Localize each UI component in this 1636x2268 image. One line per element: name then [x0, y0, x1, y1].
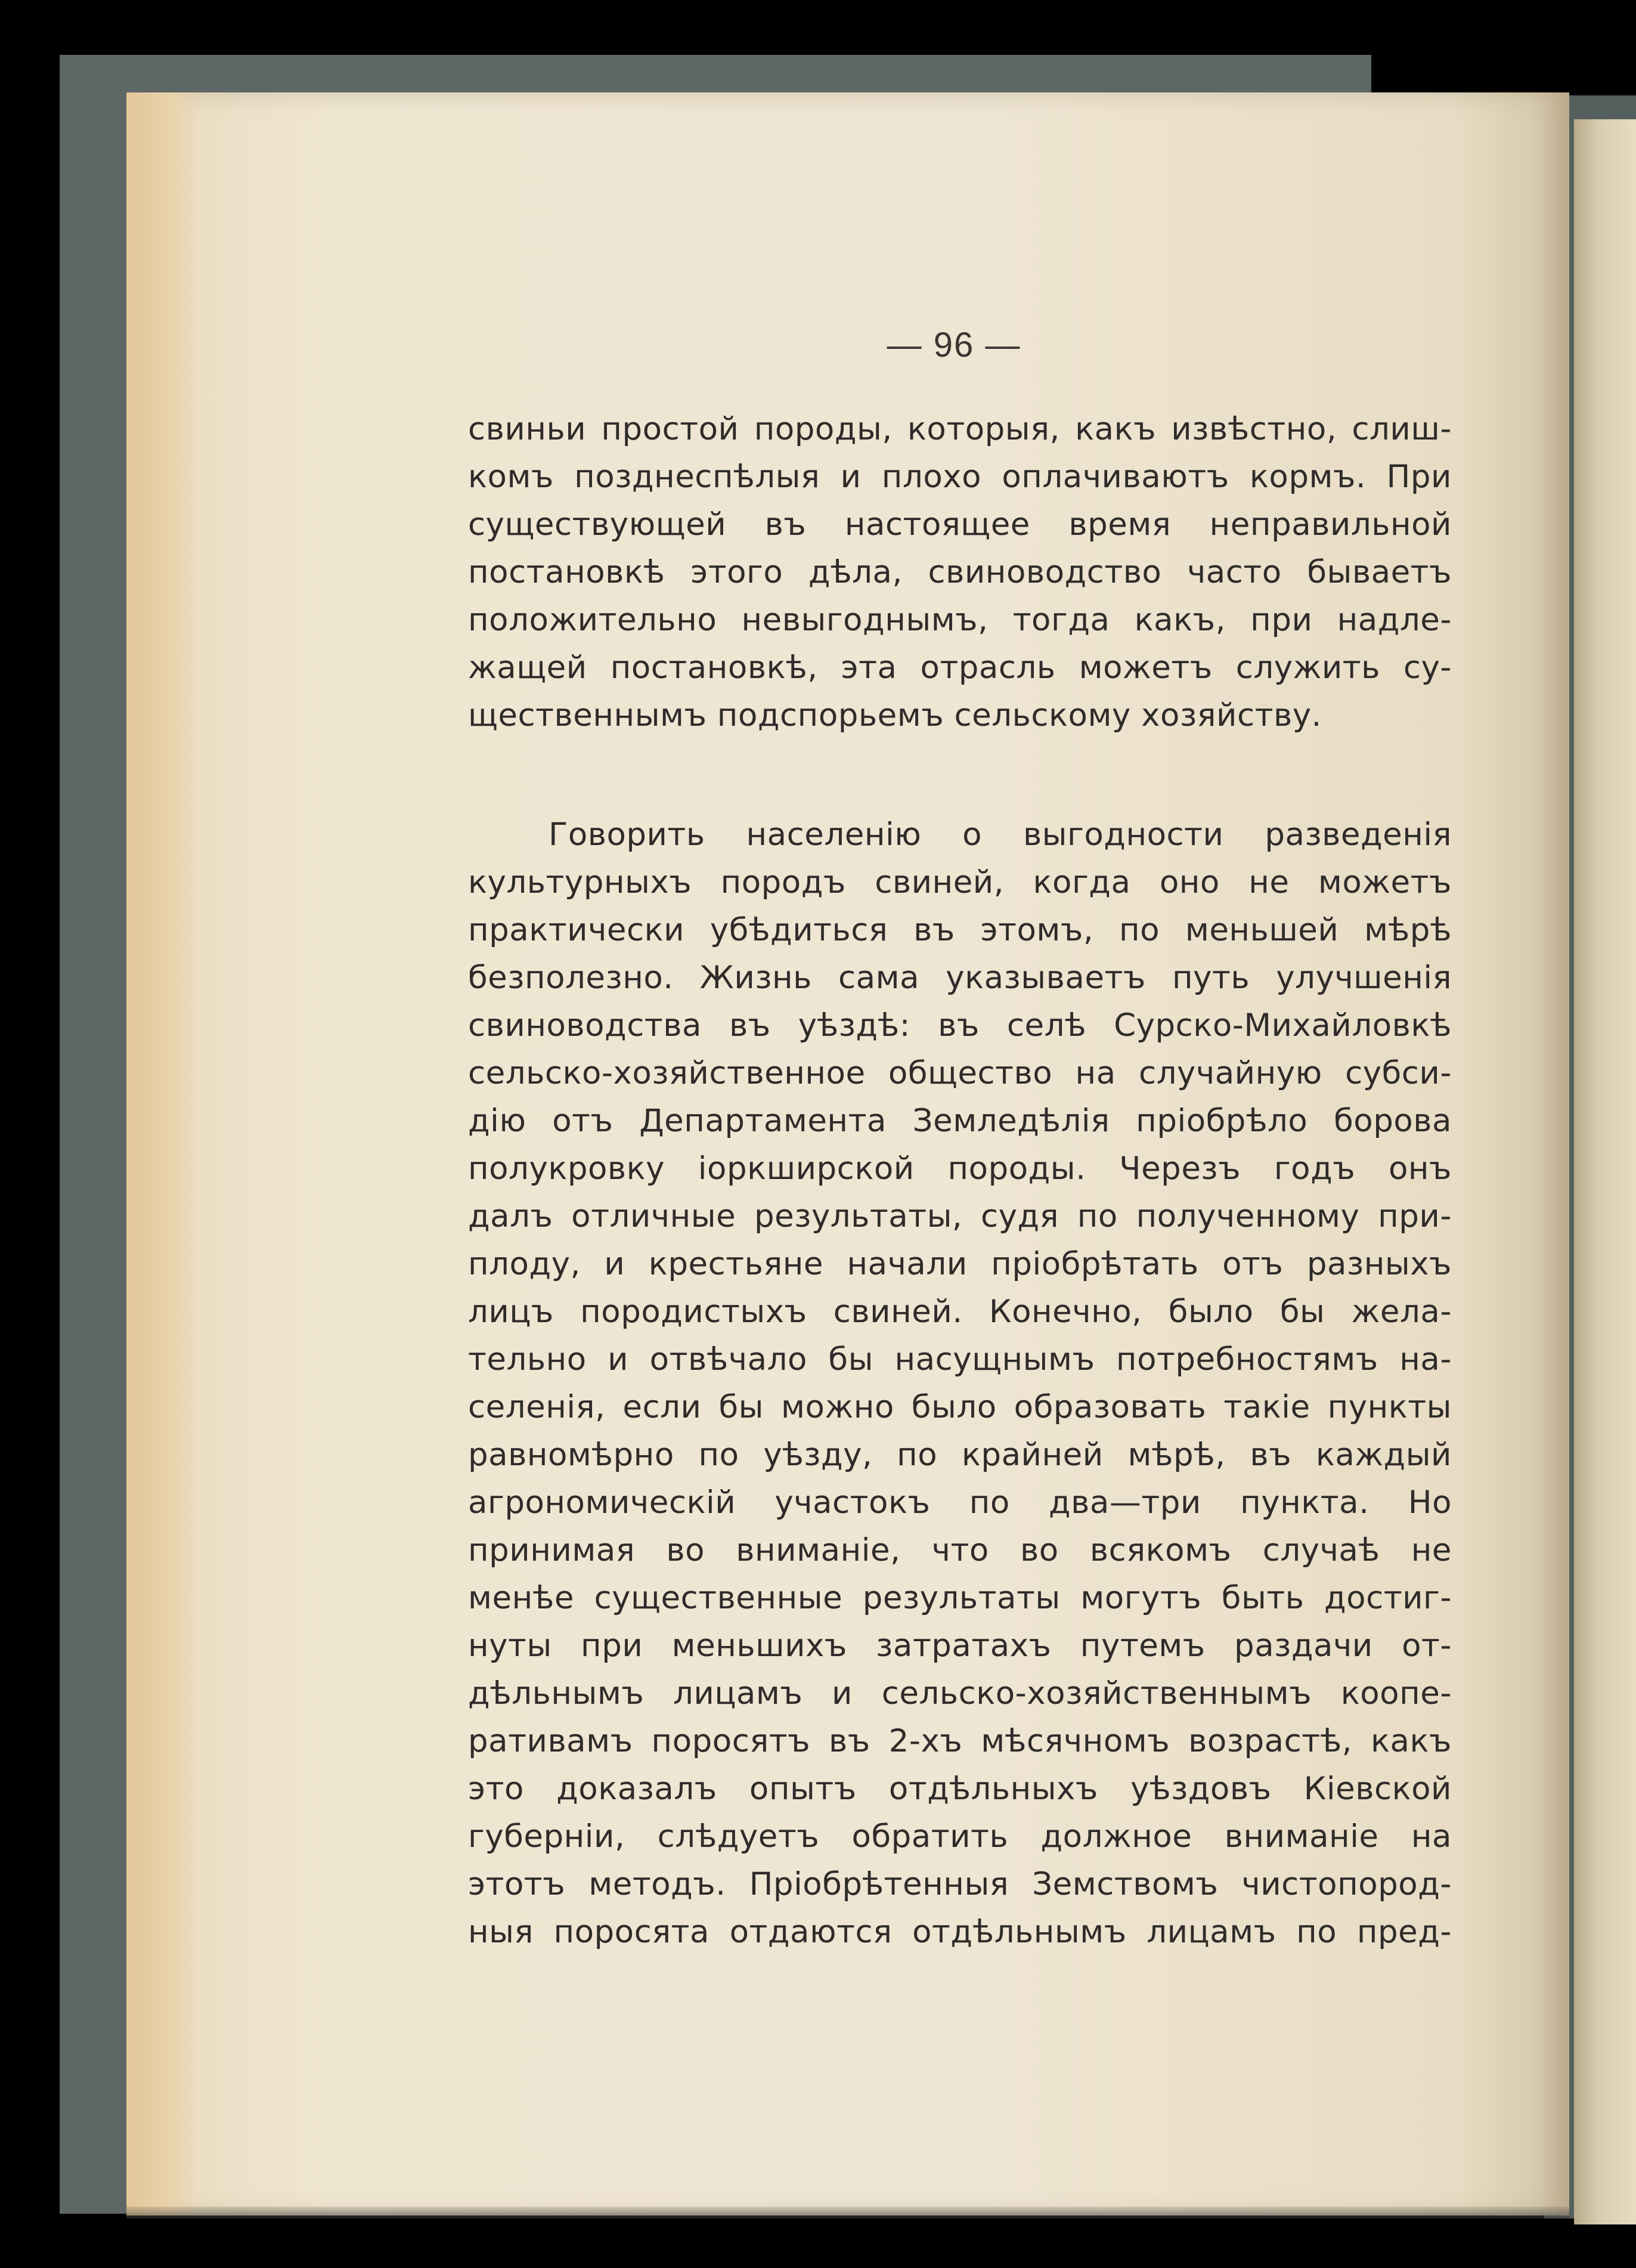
text-line: дѣльнымъ лицамъ и сельско-хозяйственнымъ коопе- — [468, 1675, 1452, 1712]
text-line: жащей постановкѣ, эта отрасль можетъ служить су- — [468, 649, 1452, 686]
text-line: щественнымъ подспорьемъ сельскому хозяйству. — [468, 697, 1322, 734]
text-line: это доказалъ опытъ отдѣльныхъ уѣздовъ Кіевской — [468, 1771, 1452, 1807]
text-line: культурныхъ породъ свиней, когда оно не можетъ — [468, 864, 1452, 901]
text-line: этотъ методъ. Пріобрѣтенныя Земствомъ чистопород- — [468, 1866, 1452, 1902]
text-line: лицъ породистыхъ свиней. Конечно, было бы жела- — [468, 1294, 1452, 1330]
text-line: тельно и отвѣчало бы насущнымъ потребностямъ на- — [468, 1341, 1452, 1378]
text-line: менѣе существенные результаты могутъ быть достиг- — [468, 1580, 1452, 1616]
text-line: практически убѣдиться въ этомъ, по меньшей мѣрѣ — [468, 912, 1452, 948]
text-line: полукровку іоркширской породы. Черезъ годъ онъ — [468, 1150, 1452, 1187]
text-line: дію отъ Департамента Земледѣлія пріобрѣло борова — [468, 1103, 1452, 1139]
text-line: далъ отличные результаты, судя по полученному при- — [468, 1198, 1452, 1234]
text-line: губерніи, слѣдуетъ обратить должное вниманіе на — [468, 1818, 1452, 1855]
text-line: агрономическій участокъ по два—три пункта. Но — [468, 1484, 1452, 1521]
next-page-edge — [1574, 119, 1636, 2224]
text-line: постановкѣ этого дѣла, свиноводство часто бываетъ — [468, 554, 1452, 590]
text-line: свиноводства въ уѣздѣ: въ селѣ Сурско-Михайловкѣ — [468, 1007, 1452, 1044]
text-line: комъ позднеспѣлыя и плохо оплачиваютъ кормъ. При — [468, 459, 1452, 495]
text-line: селенія, если бы можно было образовать такіе пункты — [468, 1389, 1452, 1425]
paragraph-2 — [468, 811, 1452, 1956]
text-line: положительно невыгоднымъ, тогда какъ, при надле- — [468, 602, 1452, 638]
page-text — [468, 406, 1452, 1956]
text-line: нуты при меньшихъ затратахъ путемъ раздачи от- — [468, 1627, 1452, 1664]
text-line: ративамъ поросятъ въ 2-хъ мѣсячномъ возрастѣ, какъ — [468, 1723, 1452, 1759]
page-bottom-shadow — [126, 2207, 1569, 2219]
page-gutter — [126, 92, 198, 2216]
text-line: безполезно. Жизнь сама указываетъ путь улучшенія — [468, 960, 1452, 996]
paragraph-1 — [468, 406, 1452, 740]
text-line: свиньи простой породы, которыя, какъ извѣстно, слиш- — [468, 411, 1452, 447]
text-line: принимая во вниманіе, что во всякомъ случаѣ не — [468, 1532, 1452, 1568]
text-line: Говорить населенію о выгодности разведенія — [549, 816, 1452, 853]
text-line: равномѣрно по уѣзду, по крайней мѣрѣ, въ каждый — [468, 1437, 1452, 1473]
text-line: существующей въ настоящее время неправильной — [468, 506, 1452, 543]
text-line: ныя поросята отдаются отдѣльнымъ лицамъ по пред- — [468, 1914, 1452, 1950]
text-line: плоду, и крестьяне начали пріобрѣтать отъ разныхъ — [468, 1246, 1452, 1282]
page-number: — 96 — — [887, 326, 1021, 364]
text-line: сельско-хозяйственное общество на случайную субси- — [468, 1055, 1452, 1091]
